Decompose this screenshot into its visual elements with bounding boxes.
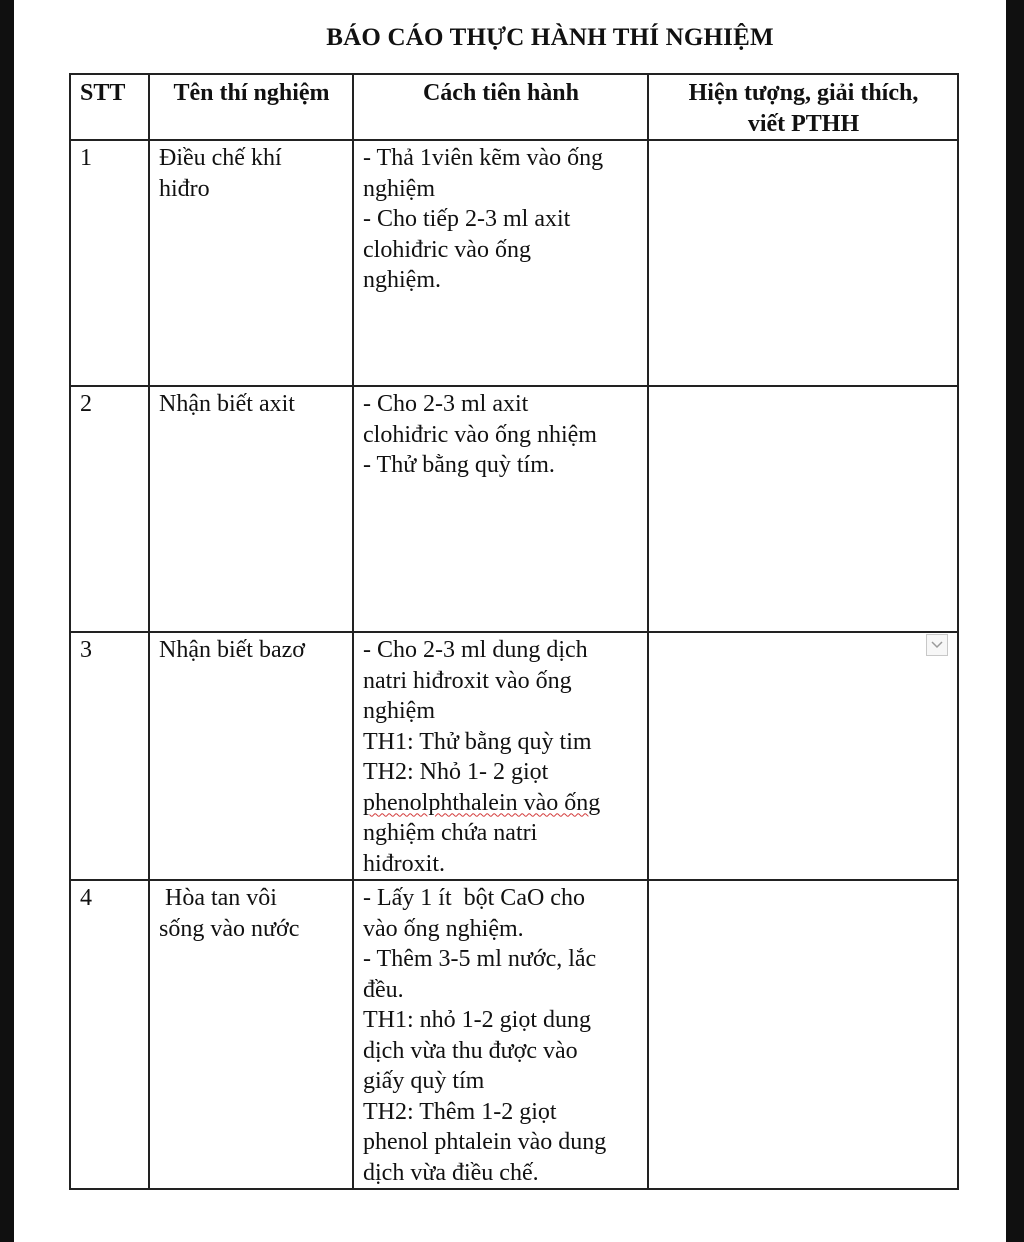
text-line: dịch vừa điều chế.: [363, 1159, 539, 1186]
left-frame-border: [0, 0, 14, 1242]
header-observation: [648, 74, 958, 140]
text-line: nghiệm chứa natri: [363, 820, 538, 846]
cell-procedure[interactable]: [353, 632, 648, 880]
cell-procedure[interactable]: [353, 880, 648, 1189]
text-line: - Cho 2-3 ml dung dịch: [363, 637, 588, 663]
text-line: TH1: nhỏ 1-2 giọt dung: [363, 1007, 591, 1033]
text-line: TH2: Nhỏ 1- 2 giọt: [363, 759, 549, 785]
cell-stt[interactable]: 3: [70, 632, 149, 880]
right-frame-border: [1006, 0, 1024, 1242]
text-line: TH2: Thêm 1-2 giọt: [363, 1098, 557, 1125]
table-row: [70, 632, 958, 880]
cell-observation[interactable]: [648, 386, 958, 632]
cell-stt[interactable]: 1: [70, 140, 149, 386]
cell-stt[interactable]: 2: [70, 386, 149, 632]
text-line: nghiệm: [363, 698, 435, 724]
text-line: Hòa tan vôi: [159, 885, 277, 911]
text-line: Điều chế khí: [159, 145, 282, 171]
header-experiment-name: Tên thí nghiệm: [149, 74, 353, 140]
table-row: [70, 140, 958, 386]
text-line: - Lấy 1 ít bột CaO cho: [363, 885, 585, 911]
header-procedure: Cách tiên hành: [353, 74, 648, 140]
chevron-down-icon: [931, 641, 943, 649]
text-line: - Cho tiếp 2-3 ml axit: [363, 206, 571, 232]
header-observation-line: viết PTHH: [747, 110, 860, 137]
header-row: [70, 74, 958, 140]
cell-experiment-name[interactable]: [149, 880, 353, 1189]
text-line: hiđro: [159, 175, 210, 202]
table-row: [70, 880, 958, 1189]
cell-procedure[interactable]: [353, 386, 648, 632]
cell-experiment-name[interactable]: [149, 386, 353, 632]
text-line: Nhận biết bazơ: [159, 637, 305, 663]
text-line: vào ống nghiệm.: [363, 915, 524, 942]
text-line: Nhận biết axit: [159, 391, 295, 417]
text-line: nghiệm: [363, 175, 435, 202]
cell-experiment-name[interactable]: [149, 632, 353, 880]
text-line: phenolphthalein vào ống: [363, 789, 601, 816]
text-line: hiđroxit.: [363, 850, 445, 877]
report-title: BÁO CÁO THỰC HÀNH THÍ NGHIỆM: [326, 24, 774, 51]
text-line: clohiđric vào ống: [363, 236, 531, 263]
cell-procedure[interactable]: [353, 140, 648, 386]
text-line: phenol phtalein vào dung: [363, 1129, 607, 1155]
text-line: TH1: Thử bằng quỳ tim: [363, 728, 592, 755]
table-row: [70, 386, 958, 632]
cell-observation[interactable]: [648, 632, 958, 880]
text-line: nghiệm.: [363, 267, 441, 293]
cell-dropdown-button[interactable]: [926, 634, 948, 656]
header-stt: STT: [70, 74, 149, 140]
text-line: clohiđric vào ống nhiệm: [363, 421, 597, 448]
cell-experiment-name[interactable]: [149, 140, 353, 386]
text-line: dịch vừa thu được vào: [363, 1037, 578, 1064]
cell-observation[interactable]: [648, 140, 958, 386]
text-line: natri hiđroxit vào ống: [363, 667, 572, 694]
text-line: đều.: [363, 976, 404, 1003]
cell-observation[interactable]: [648, 880, 958, 1189]
text-line: sống vào nước: [159, 915, 300, 942]
text-line: - Cho 2-3 ml axit: [363, 391, 529, 417]
header-observation-line: Hiện tượng, giải thích,: [688, 80, 919, 106]
report-table: [69, 73, 959, 1190]
text-line: - Thả 1viên kẽm vào ống: [363, 145, 604, 171]
text-line: - Thêm 3-5 ml nước, lắc: [363, 946, 597, 972]
text-line: giấy quỳ tím: [363, 1068, 485, 1094]
text-line: - Thử bằng quỳ tím.: [363, 452, 555, 478]
cell-stt[interactable]: 4: [70, 880, 149, 1189]
